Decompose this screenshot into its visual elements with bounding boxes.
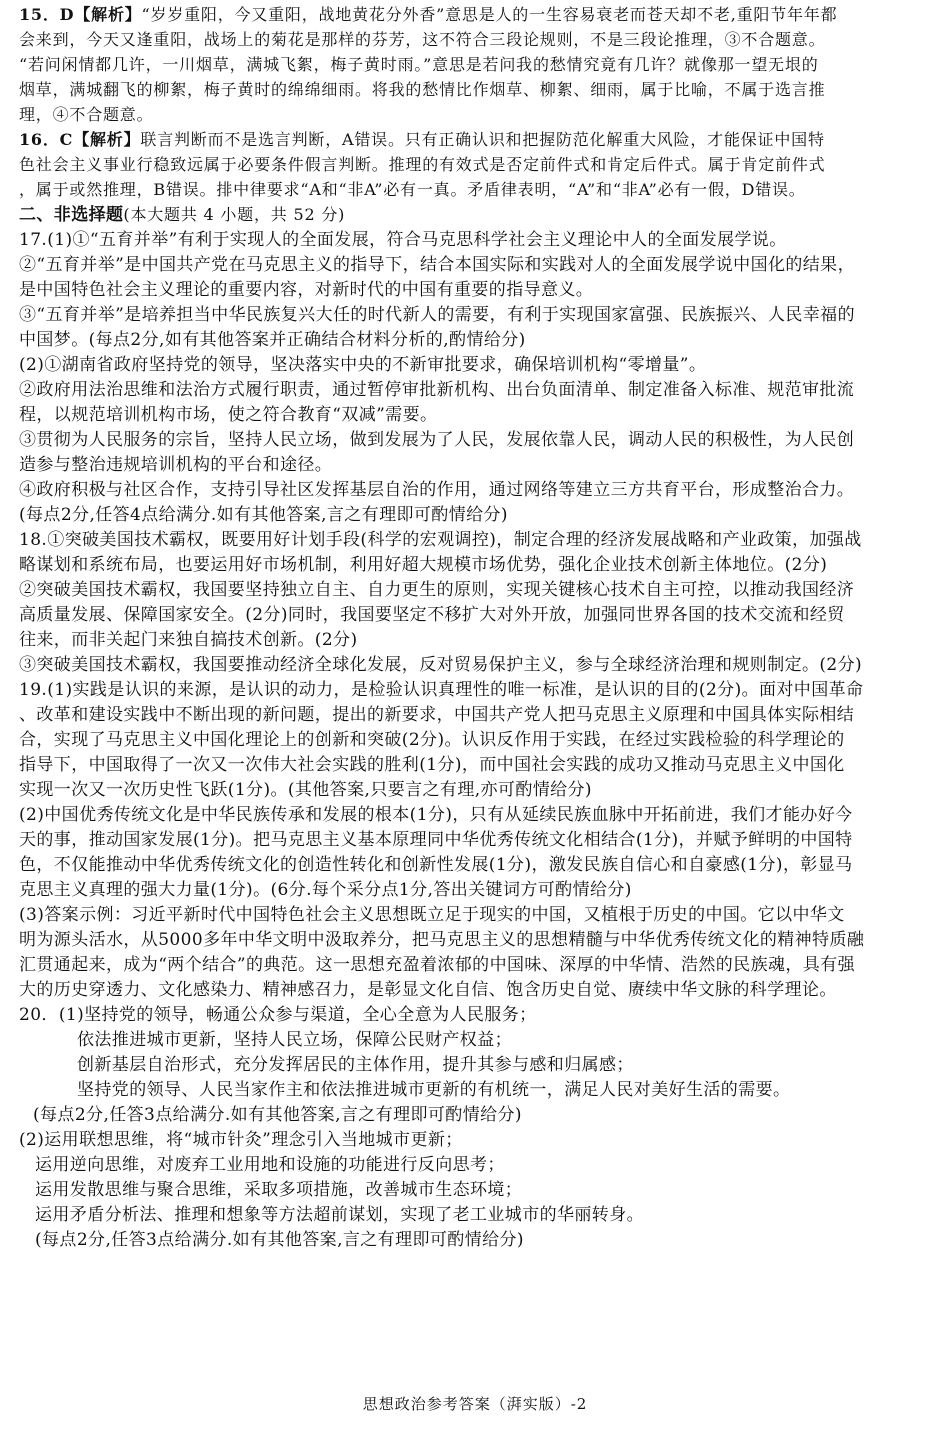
answer-line: (2)①湖南省政府坚持党的领导，坚决落实中央的不新审批要求，确保培训机构“零增量”。	[19, 355, 707, 375]
answer-line: ③突破美国技术霸权，我国要推动经济全球化发展，反对贸易保护主义，参与全球经济治理和规则制定。(2分)	[19, 655, 863, 675]
q15-line-3: “若问闲情都几许，一川烟草，满城飞絮，梅子黄时雨。”意思是若问我的愁情究竟有几许？就像那一望无垠的	[19, 55, 819, 74]
answer-line: ②突破美国技术霸权，我国要坚持独立自主、自力更生的原则，实现关键核心技术自主可控，以推动我国经济	[19, 580, 855, 600]
q15-line-1	[19, 3, 837, 27]
answer-line: 实现一次又一次历史性飞跃(1分)。(其他答案,只要言之有理,亦可酌情给分)	[19, 780, 592, 800]
answer-line: 坚持党的领导、人民当家作主和依法推进城市更新的有机统一，满足人民对美好生活的需要。	[77, 1080, 791, 1100]
q16-line-3: ，属于或然推理，B错误。排中律要求“A和“非A”必有一真。矛盾律表明，“A”和“非A”必有一假，D错误。	[19, 180, 806, 199]
q15-line-5: 理，④不合题意。	[19, 105, 154, 124]
q15-text: “岁岁重阳，今又重阳，战地黄花分外香”意思是人的一生容易衰老而苍天却不老,重阳节年年都	[141, 5, 838, 24]
answer-line: ②政府用法治思维和法治方式履行职责，通过暂停审批新机构、出台负面清单、制定准备入标准、规范审批流	[19, 380, 855, 400]
answer-line: 18.①突破美国技术霸权，既要用好计划手段(科学的宏观调控)，制定合理的经济发展战略和产业政策，加强战	[19, 530, 862, 550]
answer-line: 合，实现了马克思主义中国化理论上的创新和突破(2分)。认识反作用于实践，在经过实践检验的科学理论的	[19, 730, 845, 750]
answer-line: (3)答案示例：习近平新时代中国特色社会主义思想既立足于现实的中国，又植根于历史的中国。它以中华文	[19, 905, 845, 925]
answer-line: 指导下，中国取得了一次又一次伟大社会实践的胜利(1分)，而中国社会实践的成功又推动马克思主义中国化	[19, 755, 845, 775]
answer-line: 依法推进城市更新，坚持人民立场，保障公民财产权益；	[77, 1030, 512, 1050]
q16-text: 联言判断而不是选言判断，A错误。只有正确认识和把握防范化解重大风险，才能保证中国特	[140, 130, 825, 149]
answer-line: 运用发散思维与聚合思维，采取多项措施，改善城市生态环境；	[35, 1180, 523, 1200]
answer-line: 、改革和建设实践中不断出现的新问题，提出的新要求，中国共产党人把马克思主义原理和中国具体实际相结	[19, 705, 855, 725]
section-note: (本大题共 4 小题，共 52 分)	[123, 205, 346, 224]
answer-line: ④政府积极与社区合作，支持引导社区发挥基层自治的作用，通过网络等建立三方共育平台，形成整治合力。	[19, 480, 855, 500]
answer-line: 造参与整治违规培训机构的平台和途径。	[19, 455, 333, 475]
answer-line: 中国梦。(每点2分,如有其他答案并正确结合材料分析的,酌情给分)	[19, 330, 526, 350]
answer-line: 20．(1)坚持党的领导，畅通公众参与渠道，全心全意为人民服务；	[19, 1005, 537, 1025]
answer-line: (每点2分,任答4点给满分.如有其他答案,言之有理即可酌情给分)	[19, 505, 508, 525]
q16-tag: 【解析】	[73, 130, 141, 149]
answer-line: ③贯彻为人民服务的宗旨，坚持人民立场，做到发展为了人民，发展依靠人民，调动人民的积极性，为人民创	[19, 430, 855, 450]
answer-line: 程，以规范培训机构市场，使之符合教育“双减”需要。	[19, 405, 438, 425]
answer-line: 往来，而非关起门来独自搞技术创新。(2分)	[19, 630, 358, 650]
answer-line: 17.(1)①“五育并举”有利于实现人的全面发展，符合马克思科学社会主义理论中人的全面发展学说。	[19, 230, 787, 250]
answer-line: 略谋划和系统布局，也要运用好市场机制，利用好超大规模市场优势，强化企业技术创新主体地位。(2分)	[19, 555, 828, 575]
q15-line-2: 会来到，今天又逢重阳，战场上的菊花是那样的芬芳，这不符合三段论规则，不是三段论推理，③不合题意。	[19, 30, 826, 49]
answer-line: 高质量发展、保障国家安全。(2分)同时，我国要坚定不移扩大对外开放，加强同世界各国的技术交流和经贸	[19, 605, 845, 625]
q15-line-4: 烟草，满城翻飞的柳絮，梅子黄时的绵绵细雨。将我的愁情比作烟草、柳絮、细雨，属于比喻，不属于选言推	[19, 80, 826, 99]
answer-line: (2)运用联想思维，将“城市针灸”理念引入当地城市更新；	[19, 1130, 463, 1150]
section-heading	[19, 203, 345, 227]
answer-line: 明为源头活水，从5000多年中华文明中汲取养分，把马克思主义的思想精髓与中华优秀传统文化的精神特质融	[19, 930, 865, 950]
q16-line-1	[19, 128, 825, 152]
section-title: 二、非选择题	[19, 205, 124, 225]
answer-line: 色，不仅能推动中华优秀传统文化的创造性转化和创新性发展(1分)，激发民族自信心和自豪感(1分)，彰显马	[19, 855, 853, 875]
answer-line: ②“五育并举”是中国共产党在马克思主义的指导下，结合本国实际和实践对人的全面发展学说中国化的结果，	[19, 255, 855, 275]
answer-line: 天的事，推动国家发展(1分)。把马克思主义基本原理同中华优秀传统文化相结合(1分)，并赋予鲜明的中国特	[19, 830, 853, 850]
answer-line: ③“五育并举”是培养担当中华民族复兴大任的时代新人的需要，有利于实现国家富强、民族振兴、人民幸福的	[19, 305, 855, 325]
q15-tag: 【解析】	[74, 5, 142, 24]
answer-line: 大的历史穿透力、文化感染力、精神感召力，是彰显文化自信、饱含历史自觉、赓续中华文脉的科学理论。	[19, 980, 837, 1000]
answer-line: 运用矛盾分析法、推理和想象等方法超前谋划，实现了老工业城市的华丽转身。	[35, 1205, 644, 1225]
answer-line: 克思主义真理的强大力量(1分)。(6分.每个采分点1分,答出关键词方可酌情给分)	[19, 880, 632, 900]
answer-line: (2)中国优秀传统文化是中华民族传承和发展的根本(1分)，只有从延续民族血脉中开拓前进，我们才能办好今	[19, 805, 853, 825]
answer-line: 汇贯通起来，成为“两个结合”的典范。这一思想充盈着浓郁的中国味、深厚的中华情、浩然的民族魂，具有强	[19, 955, 855, 975]
q16-line-2: 色社会主义事业行稳致远属于必要条件假言判断。推理的有效式是否定前件式和肯定后件式。属于肯定前件式	[19, 155, 826, 174]
answer-line: (每点2分,任答3点给满分.如有其他答案,言之有理即可酌情给分)	[33, 1105, 522, 1125]
answer-line: 运用逆向思维，对废弃工业用地和设施的功能进行反向思考；	[35, 1155, 505, 1175]
page-footer: 思想政治参考答案（湃实版）-2	[362, 1395, 588, 1413]
q16-head: 16．C	[19, 130, 74, 149]
answer-line: 是中国特色社会主义理论的重要内容，对新时代的中国有重要的指导意义。	[19, 280, 594, 300]
answer-line: 19.(1)实践是认识的来源，是认识的动力，是检验认识真理性的唯一标准，是认识的目的(2分)。面对中国革命	[19, 680, 864, 700]
answer-line: (每点2分,任答3点给满分.如有其他答案,言之有理即可酌情给分)	[35, 1230, 524, 1250]
q15-head: 15．D	[19, 5, 75, 24]
answer-line: 创新基层自治形式，充分发挥居民的主体作用，提升其参与感和归属感；	[77, 1055, 634, 1075]
